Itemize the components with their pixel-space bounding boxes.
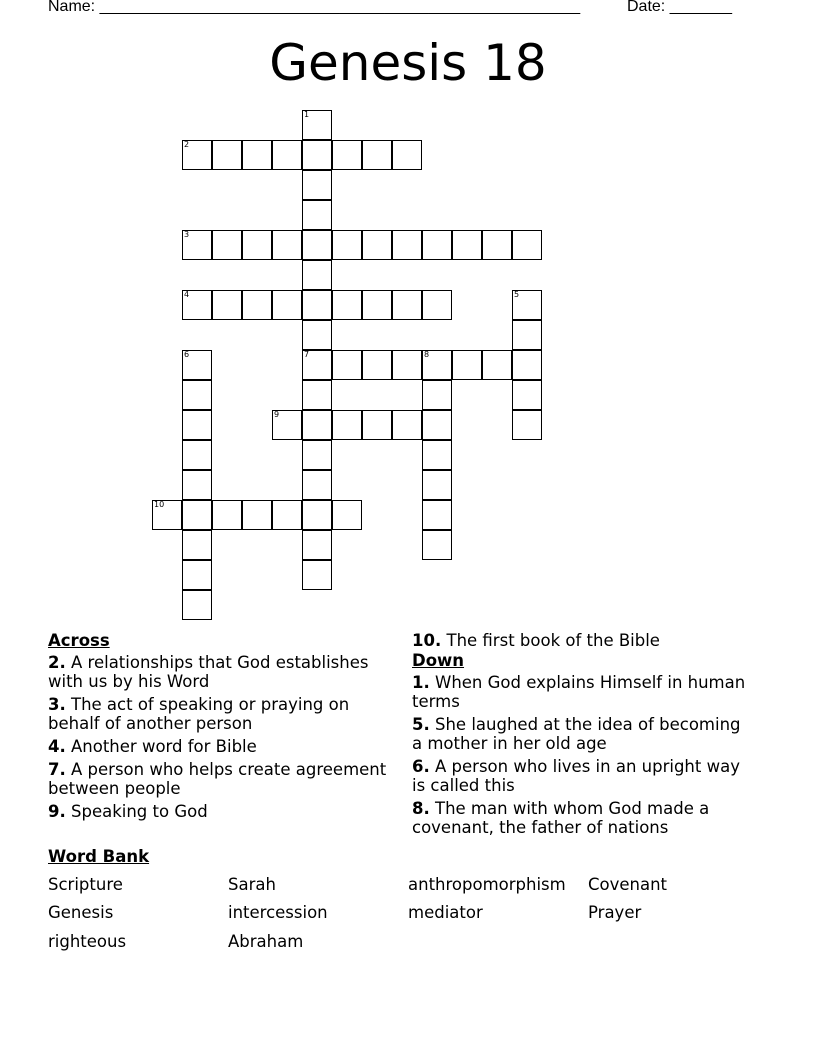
crossword-cell[interactable] [182,410,212,440]
clue-number: 2 [184,140,190,149]
crossword-cell[interactable] [302,350,332,380]
crossword-cell[interactable] [332,230,362,260]
crossword-cell[interactable] [182,500,212,530]
clue-number: 8 [424,350,430,359]
crossword-cell[interactable] [512,410,542,440]
clue-number: 6. [412,757,430,776]
crossword-cell[interactable] [392,350,422,380]
crossword-cell[interactable] [512,320,542,350]
crossword-cell[interactable] [422,230,452,260]
down-clue [412,673,752,711]
crossword-cell[interactable] [272,500,302,530]
clue-number: 7. [48,760,66,779]
page-title: Genesis 18 [269,34,547,92]
crossword-cell[interactable] [332,350,362,380]
down-clue [412,757,752,795]
crossword-cell[interactable] [392,290,422,320]
across-clue [48,802,398,821]
crossword-cell[interactable] [152,500,182,530]
crossword-cell[interactable] [302,380,332,410]
crossword-cell[interactable] [182,530,212,560]
crossword-cell[interactable] [272,140,302,170]
clue-text: When God explains Himself in human terms [412,673,746,711]
clue-text: The act of speaking or praying on behalf of another person [48,695,350,733]
crossword-cell[interactable] [242,500,272,530]
clue-text: A relationships that God establishes with us by his Word [48,653,369,691]
clue-number: 5 [514,290,520,299]
crossword-cell[interactable] [302,140,332,170]
crossword-cell[interactable] [302,410,332,440]
crossword-cell[interactable] [362,410,392,440]
crossword-cell[interactable] [512,290,542,320]
crossword-cell[interactable] [272,290,302,320]
word-bank-item: Abraham [228,932,304,951]
clue-number: 9. [48,802,66,821]
crossword-cell[interactable] [212,230,242,260]
crossword-cell[interactable] [302,230,332,260]
down-heading: Down [412,651,465,670]
across-clue [412,631,752,650]
crossword-cell[interactable] [362,350,392,380]
crossword-cell[interactable] [242,230,272,260]
clue-text: A person who helps create agreement between people [48,760,387,798]
crossword-cell[interactable] [242,140,272,170]
crossword-cell[interactable] [332,500,362,530]
crossword-cell[interactable] [422,530,452,560]
crossword-cell[interactable] [182,470,212,500]
across-clue [48,760,398,798]
crossword-cell[interactable] [302,470,332,500]
word-bank-item: Prayer [588,903,642,922]
crossword-cell[interactable] [512,230,542,260]
crossword-cell[interactable] [302,170,332,200]
word-bank-item: righteous [48,932,127,951]
clue-number: 4 [184,290,190,299]
crossword-cell[interactable] [422,350,452,380]
crossword-cell[interactable] [242,290,272,320]
across-clues [48,631,398,825]
crossword-cell[interactable] [182,440,212,470]
crossword-cell[interactable] [272,410,302,440]
word-bank-heading: Word Bank [48,847,150,866]
word-bank-item: mediator [408,903,483,922]
clue-text: Another word for Bible [71,737,257,756]
crossword-cell[interactable] [452,350,482,380]
clue-number: 4. [48,737,66,756]
crossword-cell[interactable] [392,410,422,440]
crossword-cell[interactable] [302,320,332,350]
crossword-cell[interactable] [452,230,482,260]
crossword-cell[interactable] [422,440,452,470]
crossword-cell[interactable] [302,200,332,230]
word-bank-item: Covenant [588,875,668,894]
crossword-cell[interactable] [332,140,362,170]
crossword-cell[interactable] [422,380,452,410]
name-field-label[interactable]: Name: ______________________________________________________ [48,0,581,15]
crossword-cell[interactable] [422,470,452,500]
word-bank-item: Genesis [48,903,114,922]
crossword-cell[interactable] [332,410,362,440]
crossword-cell[interactable] [212,290,242,320]
clue-number: 1. [412,673,430,692]
clue-text: The man with whom God made a covenant, the father of nations [412,799,710,837]
crossword-cell[interactable] [362,230,392,260]
clue-number: 1 [304,110,310,119]
crossword-cell[interactable] [302,530,332,560]
word-bank-item: Scripture [48,875,123,894]
crossword-cell[interactable] [422,290,452,320]
crossword-cell[interactable] [392,230,422,260]
clue-number: 6 [184,350,190,359]
clue-text: The first book of the Bible [446,631,660,650]
crossword-cell[interactable] [482,350,512,380]
down-clues [412,631,752,841]
crossword-cell[interactable] [362,290,392,320]
crossword-cell[interactable] [302,560,332,590]
crossword-cell[interactable] [362,140,392,170]
crossword-cell[interactable] [182,290,212,320]
crossword-cell[interactable] [212,500,242,530]
across-clue [48,737,398,756]
word-bank-item: anthropomorphism [408,875,566,894]
crossword-cell[interactable] [212,140,242,170]
crossword-cell[interactable] [512,380,542,410]
crossword-cell[interactable] [482,230,512,260]
clue-number: 10 [154,500,165,509]
clue-number: 7 [304,350,310,359]
across-heading: Across [48,631,110,650]
crossword-cell[interactable] [302,290,332,320]
crossword-cell[interactable] [302,500,332,530]
clue-text: Speaking to God [71,802,208,821]
crossword-cell[interactable] [182,230,212,260]
clue-number: 9 [274,410,280,419]
word-bank-item: intercession [228,903,328,922]
crossword-cell[interactable] [182,380,212,410]
word-bank-item: Sarah [228,875,276,894]
crossword-cell[interactable] [422,410,452,440]
crossword-cell[interactable] [422,500,452,530]
crossword-cell[interactable] [302,110,332,140]
crossword-cell[interactable] [302,260,332,290]
clue-number: 8. [412,799,430,818]
clue-number: 2. [48,653,66,672]
crossword-cell[interactable] [302,440,332,470]
crossword-cell[interactable] [392,140,422,170]
clue-text: She laughed at the idea of becoming a mother in her old age [412,715,741,753]
crossword-cell[interactable] [272,230,302,260]
clue-text: A person who lives in an upright way is called this [412,757,740,795]
clue-number: 3. [48,695,66,714]
clue-number: 5. [412,715,430,734]
crossword-cell[interactable] [182,560,212,590]
crossword-cell[interactable] [182,350,212,380]
date-field-label[interactable]: Date: _______ [627,0,732,15]
crossword-cell[interactable] [512,350,542,380]
across-clue [48,695,398,733]
crossword-cell[interactable] [182,140,212,170]
clue-number: 3 [184,230,190,239]
across-clue [48,653,398,691]
crossword-cell[interactable] [332,290,362,320]
down-clue [412,715,752,753]
down-clue [412,799,752,837]
crossword-cell[interactable] [182,590,212,620]
clue-number: 10. [412,631,442,650]
